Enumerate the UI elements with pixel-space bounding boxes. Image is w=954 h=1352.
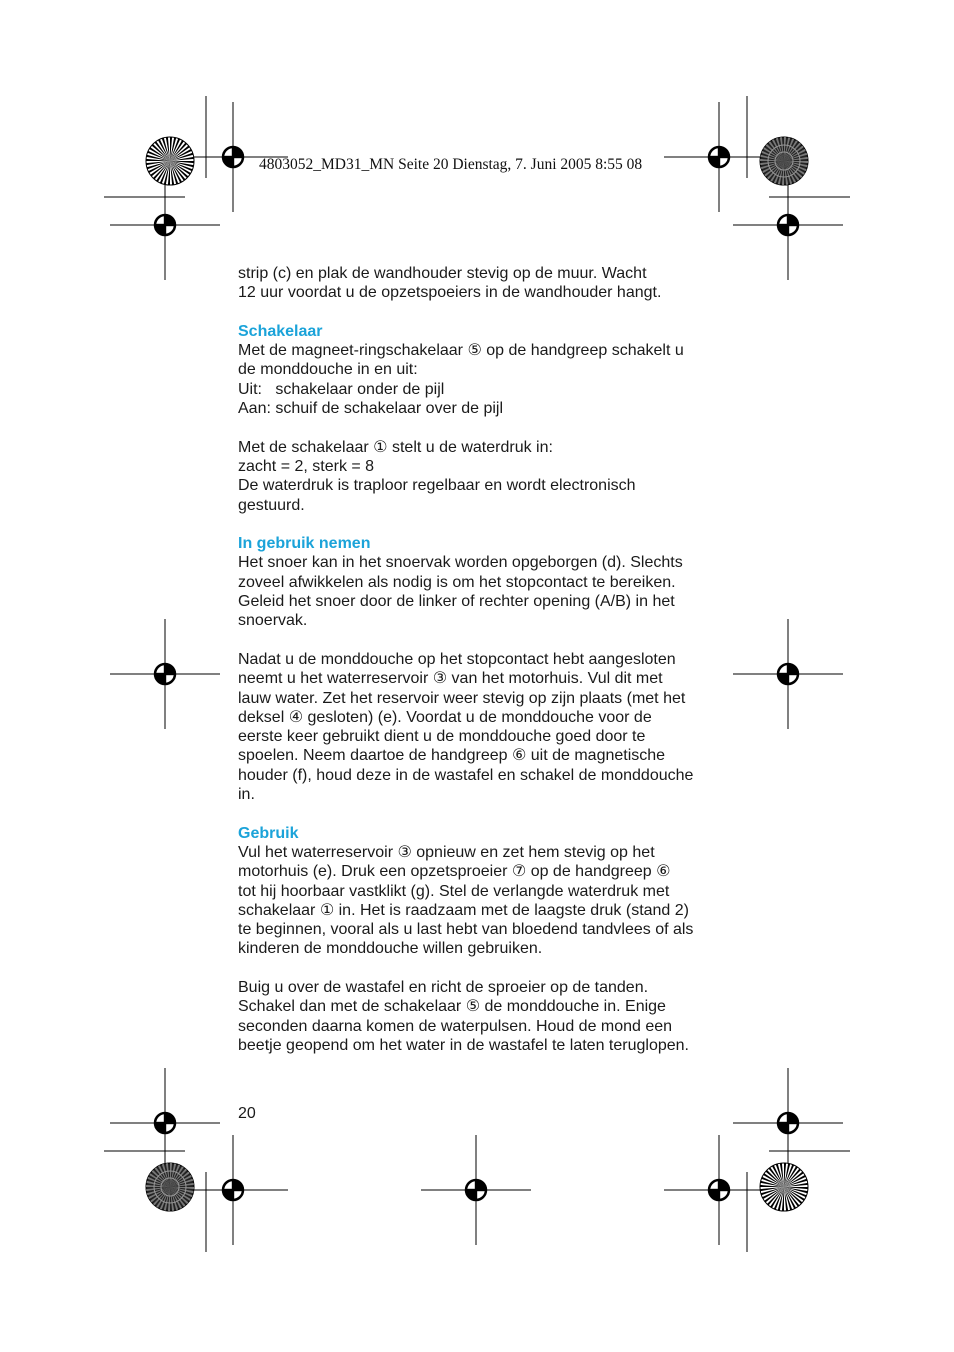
- text-line: de monddouche in en uit:: [238, 361, 418, 379]
- snoer-paragraph: [238, 553, 718, 630]
- text-line: Schakel dan met de schakelaar ⑤ de monddouche in. Enige: [238, 998, 666, 1016]
- registration-mark-bottom-center: [421, 1135, 531, 1245]
- section-heading-schakelaar: Schakelaar: [238, 322, 323, 340]
- star-target-top-left: [146, 137, 194, 185]
- gebruik-paragraph: [238, 843, 718, 959]
- page-number: 20: [238, 1105, 256, 1122]
- registration-mark-bottom-left: [178, 1135, 288, 1245]
- text-line: Met de schakelaar ① stelt u de waterdruk in:: [238, 438, 553, 456]
- text-line: zoveel afwikkelen als nodig is om het stopcontact te bereiken.: [238, 573, 676, 591]
- text-line: Uit: schakelaar onder de pijl: [238, 380, 445, 398]
- reservoir-paragraph: [238, 650, 718, 804]
- registration-mark-right-middle: [733, 619, 843, 729]
- text-line: te beginnen, vooral als u last hebt van bloedend tandvlees of als: [238, 921, 694, 939]
- registration-mark-left-upper: [110, 170, 220, 280]
- manual-text: [238, 264, 718, 1055]
- print-info-header: 4803052_MD31_MN Seite 20 Dienstag, 7. Juni 2005 8:55 08: [259, 156, 643, 173]
- text-line: eerste keer gebruikt dient u de monddouche goed door te: [238, 728, 646, 746]
- registration-mark-left-lower: [110, 1068, 220, 1178]
- text-line: Aan: schuif de schakelaar over de pijl: [238, 400, 504, 418]
- star-target-bottom-left: [146, 1163, 194, 1211]
- schakelaar-paragraph: [238, 341, 718, 418]
- text-line: in.: [238, 786, 255, 804]
- registration-mark-top-right: [664, 102, 774, 212]
- text-line: Het snoer kan in het snoervak worden opgeborgen (d). Slechts: [238, 554, 683, 572]
- text-line: lauw water. Zet het reservoir weer stevig op zijn plaats (met het: [238, 689, 686, 707]
- text-line: gestuurd.: [238, 496, 305, 514]
- text-line: snoervak.: [238, 612, 308, 630]
- text-line: Geleid het snoer door de linker of rechter opening (A/B) in het: [238, 593, 675, 611]
- text-line: neemt u het waterreservoir ③ van het motorhuis. Vul dit met: [238, 670, 663, 688]
- text-line: houder (f), houd deze in de wastafel en schakel de monddouche: [238, 766, 694, 784]
- text-line: Met de magneet-ringschakelaar ⑤ op de handgreep schakelt u: [238, 342, 684, 360]
- text-line: zacht = 2, sterk = 8: [238, 457, 375, 475]
- text-line: seconden daarna komen de waterpulsen. Houd de mond een: [238, 1017, 673, 1035]
- text-line: Buig u over de wastafel en richt de sproeier op de tanden.: [238, 978, 649, 996]
- text-line: motorhuis (e). Druk een opzetsproeier ⑦ op de handgreep ⑥: [238, 863, 671, 881]
- registration-mark-right-upper: [733, 170, 843, 280]
- text-line: schakelaar ① in. Het is raadzaam met de laagste druk (stand 2): [238, 901, 689, 919]
- text-line: 12 uur voordat u de opzetspoeiers in de wandhouder hangt.: [238, 284, 662, 302]
- registration-mark-right-lower: [733, 1068, 843, 1178]
- text-line: spoelen. Neem daartoe de handgreep ⑥ uit de magnetische: [238, 747, 666, 765]
- text-line: Vul het waterreservoir ③ opnieuw en zet hem stevig op het: [238, 843, 655, 861]
- text-line: tot hij hoorbaar vastklikt (g). Stel de verlangde waterdruk met: [238, 882, 670, 900]
- text-line: kinderen de monddouche willen gebruiken.: [238, 940, 543, 958]
- wastafel-paragraph: [238, 978, 718, 1055]
- text-line: Nadat u de monddouche op het stopcontact hebt aangesloten: [238, 650, 676, 668]
- star-target-top-right: [760, 137, 808, 185]
- waterdruk-paragraph: [238, 438, 718, 515]
- section-heading-in-gebruik-nemen: In gebruik nemen: [238, 535, 371, 553]
- text-line: strip (c) en plak de wandhouder stevig op de muur. Wacht: [238, 265, 647, 282]
- text-line: deksel ④ gesloten) (e). Voordat u de monddouche voor de: [238, 708, 652, 726]
- text-line: De waterdruk is traploor regelbaar en wordt electronisch: [238, 477, 636, 495]
- text-line: beetje geopend om het water in de wastafel te laten teruglopen.: [238, 1036, 689, 1054]
- registration-mark-bottom-right: [664, 1135, 774, 1245]
- star-target-bottom-right: [760, 1163, 808, 1211]
- intro-paragraph: [238, 264, 718, 303]
- registration-mark-left-middle: [110, 619, 220, 729]
- section-heading-gebruik: Gebruik: [238, 824, 299, 842]
